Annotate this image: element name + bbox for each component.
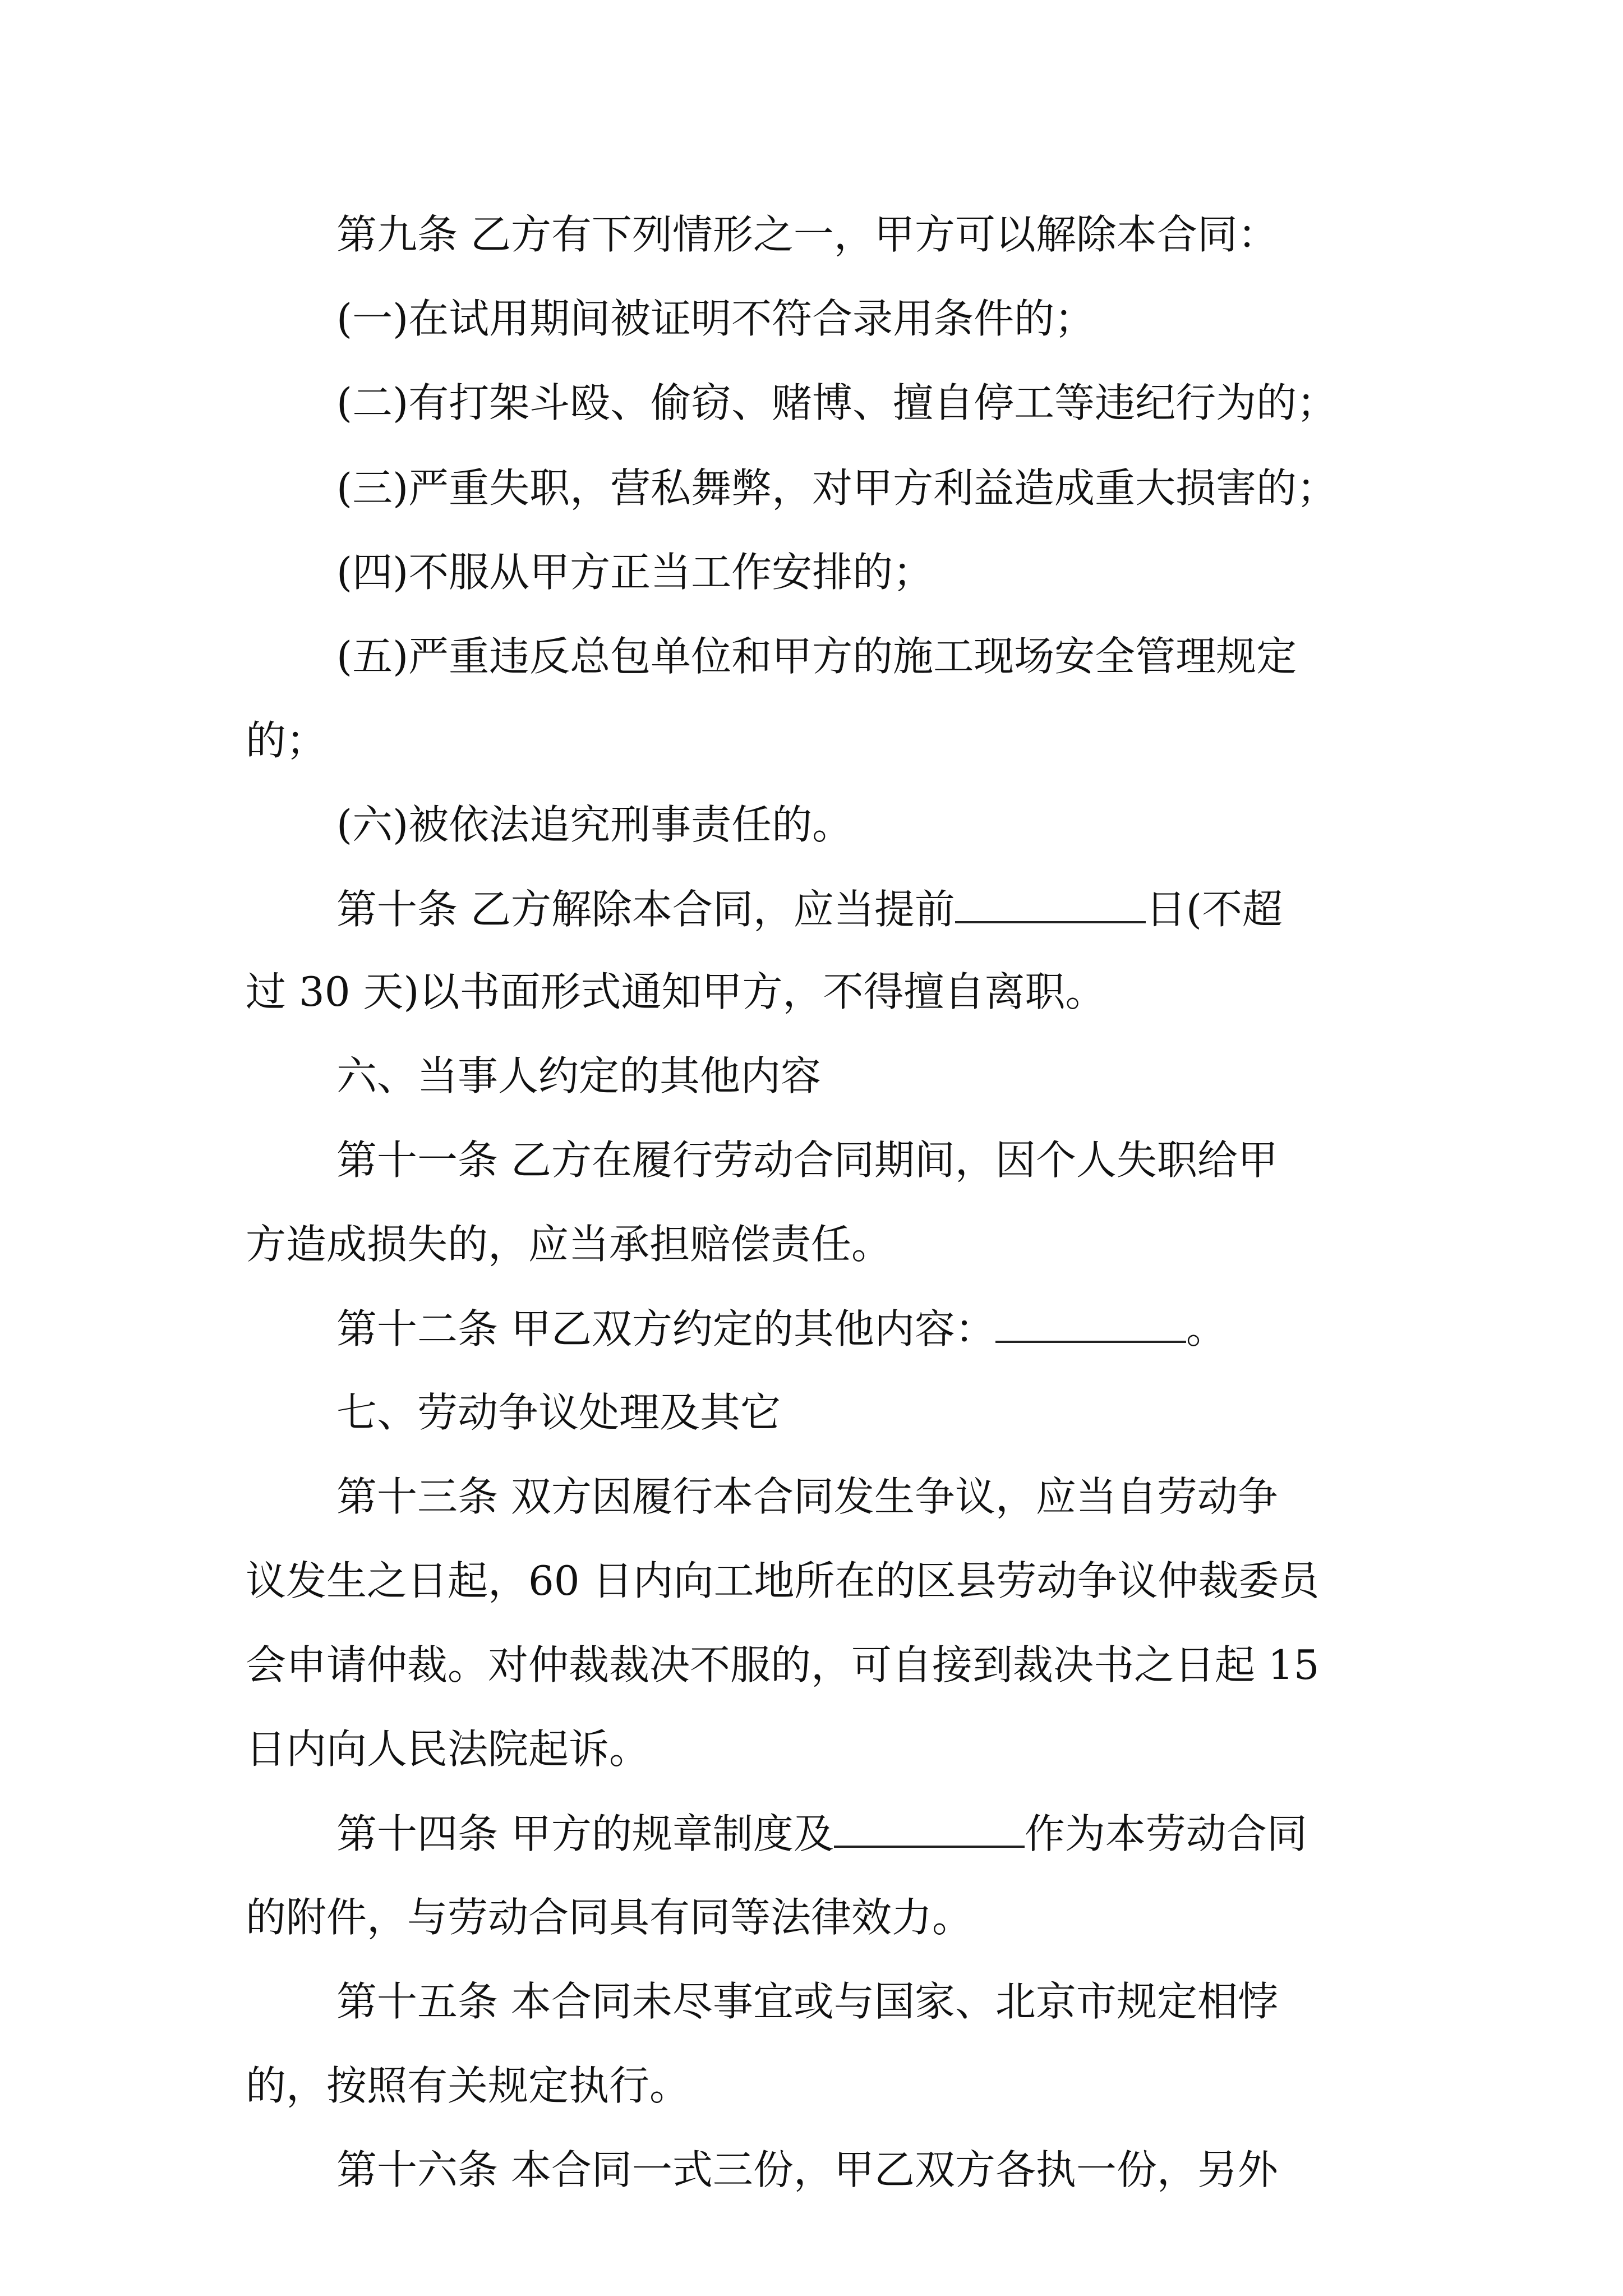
article-14-cont (0, 1889, 1623, 1945)
section-6-heading (0, 1048, 1623, 1104)
text-line: 作为本劳动合同 (1024, 1810, 1307, 1857)
fill-in-blank-attachment[interactable] (834, 1805, 1025, 1848)
fill-in-blank-other-content[interactable] (995, 1300, 1186, 1343)
text-line: 七、劳动争议处理及其它 (336, 1389, 781, 1436)
text-line: 方造成损失的，应当承担赔偿责任。 (246, 1221, 892, 1268)
article-10 (0, 881, 1623, 937)
text-line: 第十六条 本合同一式三份，甲乙双方各执一份，另外 (336, 2146, 1278, 2193)
article-9-item-2 (0, 375, 1623, 431)
article-11-cont (0, 1216, 1623, 1272)
text-line: 过 30 天)以书面形式通知甲方，不得擅自离职。 (246, 968, 1106, 1015)
text-line: 的附件，与劳动合同具有同等法律效力。 (246, 1894, 973, 1941)
fill-in-blank-days[interactable] (955, 881, 1146, 923)
article-14 (0, 1805, 1623, 1861)
text-line: (三)严重失职，营私舞弊，对甲方利益造成重大损害的； (336, 464, 1338, 512)
text-line: 日(不超 (1145, 886, 1283, 933)
text-line: (六)被依法追究刑事责任的。 (336, 801, 853, 848)
text-line: 的，按照有关规定执行。 (246, 2062, 690, 2109)
article-13-cont-2 (0, 1637, 1623, 1693)
article-15 (0, 1973, 1623, 2030)
text-line: 第十三条 双方因履行本合同发生争议，应当自劳动争 (336, 1473, 1278, 1520)
article-16 (0, 2142, 1623, 2198)
text-line: 六、当事人约定的其他内容 (336, 1052, 822, 1099)
text-line: (四)不服从甲方正当工作安排的； (336, 549, 934, 596)
text-line: 日内向人民法院起诉。 (246, 1726, 650, 1773)
text-line: 第九条 乙方有下列情形之一，甲方可以解除本合同： (336, 211, 1278, 258)
section-7-heading (0, 1384, 1623, 1441)
article-9-item-3 (0, 460, 1623, 516)
article-9-item-1 (0, 291, 1623, 347)
text-line: 议发生之日起，60 日内向工地所在的区县劳动争议仲裁委员 (246, 1557, 1320, 1604)
text-line: 。 (1186, 1305, 1227, 1352)
text-line: 的； (246, 717, 327, 764)
text-line: (二)有打架斗殴、偷窃、赌博、擅自停工等违纪行为的； (336, 379, 1338, 426)
article-9-item-6 (0, 797, 1623, 853)
text-line: 第十条 乙方解除本合同，应当提前 (336, 886, 955, 933)
article-9-item-4 (0, 544, 1623, 600)
text-line: (五)严重违反总包单位和甲方的施工现场安全管理规定 (336, 633, 1297, 680)
article-9-heading (0, 206, 1623, 263)
article-13 (0, 1469, 1623, 1525)
text-line: 第十四条 甲方的规章制度及 (336, 1810, 834, 1857)
article-9-item-5-cont (0, 712, 1623, 769)
article-11 (0, 1132, 1623, 1188)
article-15-cont (0, 2058, 1623, 2114)
article-13-cont-3 (0, 1721, 1623, 1777)
article-9-item-5 (0, 628, 1623, 684)
article-13-cont-1 (0, 1553, 1623, 1609)
text-line: 第十二条 甲乙双方约定的其他内容： (336, 1305, 995, 1352)
article-12 (0, 1300, 1623, 1356)
text-line: 第十五条 本合同未尽事宜或与国家、北京市规定相悖 (336, 1978, 1278, 2025)
text-line: 第十一条 乙方在履行劳动合同期间，因个人失职给甲 (336, 1137, 1278, 1184)
article-10-cont (0, 964, 1623, 1020)
text-line: (一)在试用期间被证明不符合录用条件的； (336, 295, 1095, 342)
text-line: 会申请仲裁。对仲裁裁决不服的，可自接到裁决书之日起 15 (246, 1641, 1320, 1688)
